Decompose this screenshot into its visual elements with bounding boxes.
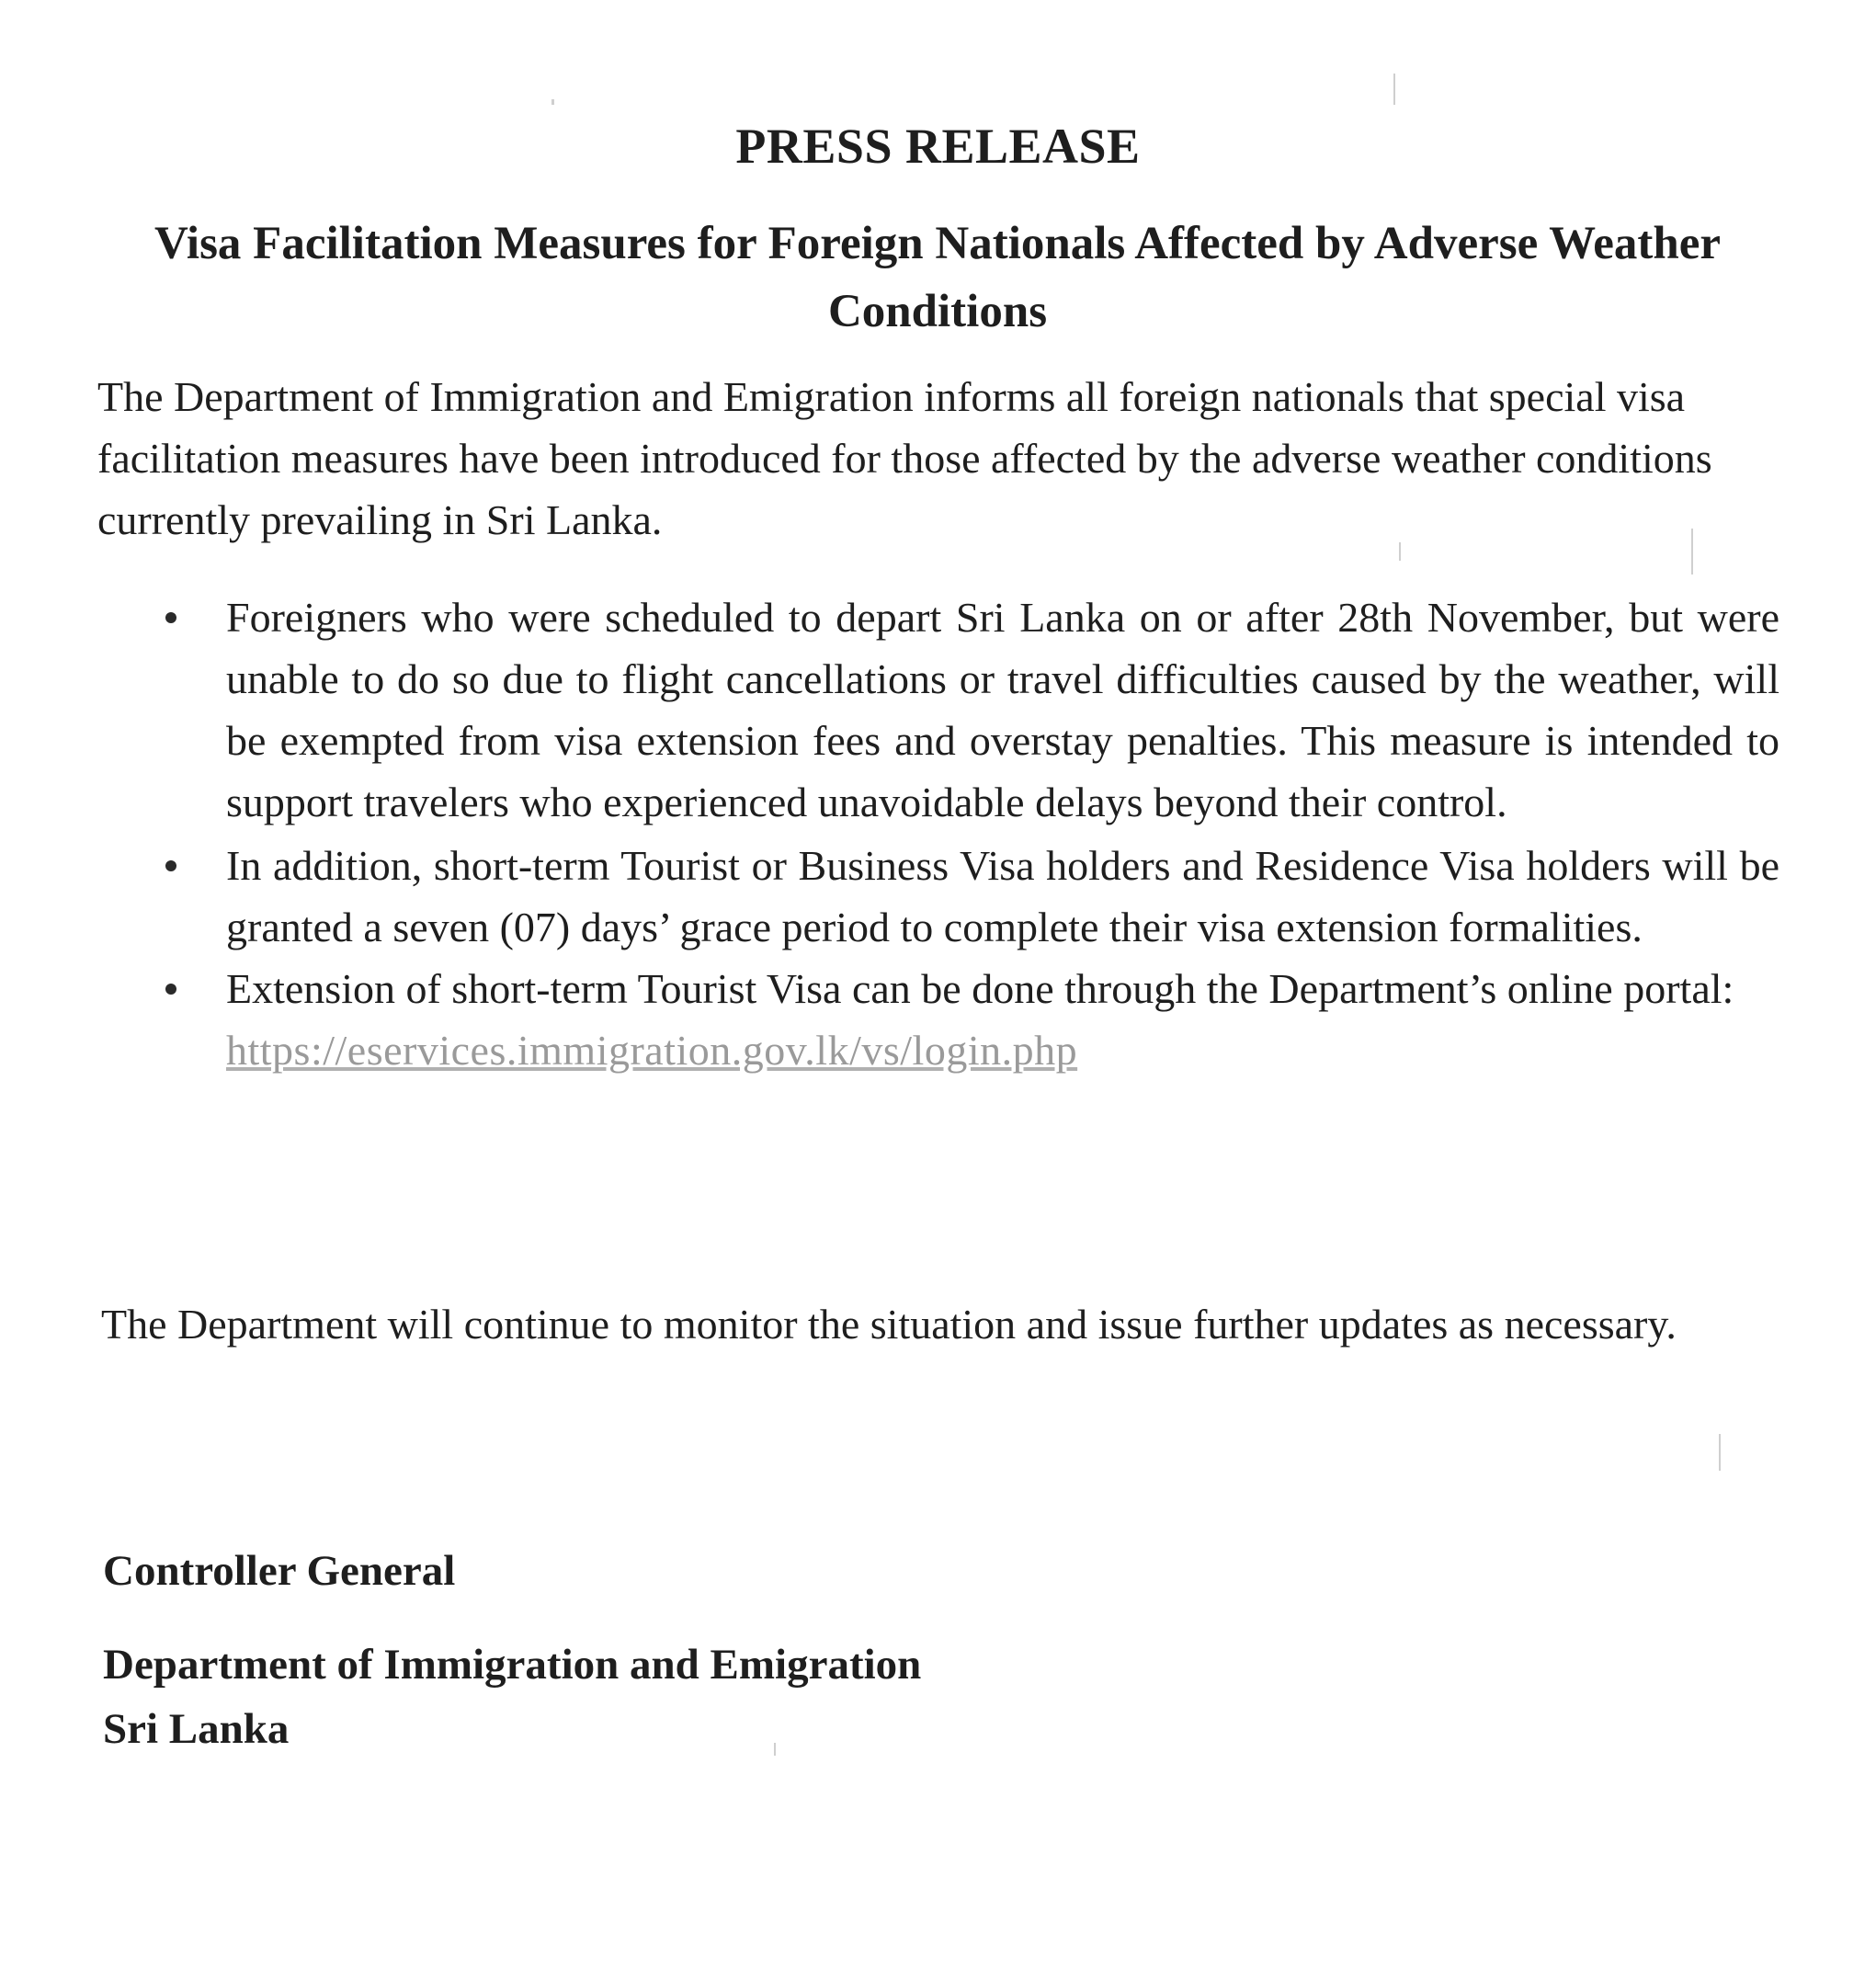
list-item — [226, 958, 1779, 1081]
signature-country: Sri Lanka — [103, 1705, 290, 1753]
portal-link[interactable]: https://eservices.immigration.gov.lk/vs/login.php — [226, 1027, 1078, 1074]
signature-title: Controller General — [103, 1547, 456, 1595]
scan-mark — [1399, 542, 1401, 561]
page-subtitle: Visa Facilitation Measures for Foreign Nationals Affected by Adverse Weather Conditions — [153, 218, 1722, 337]
scan-mark — [774, 1743, 776, 1756]
scan-mark — [1393, 74, 1395, 105]
bullet-text: Foreigners who were scheduled to depart Sri Lanka on or after 28th November, but were unable to do so due to flight cancellations or travel difficulties caused by the weather, will be exempted from visa extension fees and overstay penalties. This measure is intended to support travelers who experienced unavoidable delays beyond their control. — [226, 594, 1779, 825]
intro-paragraph: The Department of Immigration and Emigration informs all foreign nationals that special visa facilitation measures have been introduced for those affected by the adverse weather conditions currently prevailing in Sri Lanka. — [97, 373, 1712, 543]
bullet-text: Extension of short-term Tourist Visa can be done through the Department’s online portal: — [226, 965, 1734, 1012]
bullet-icon — [165, 860, 176, 871]
list-item — [226, 835, 1779, 958]
page-title: PRESS RELEASE — [735, 119, 1141, 174]
scan-mark — [1691, 529, 1693, 574]
bullet-text: In addition, short-term Tourist or Business Visa holders and Residence Visa holders will be granted a seven (07) days’ grace period to complete their visa extension formalities. — [226, 842, 1779, 950]
closing-paragraph: The Department will continue to monitor the situation and issue further updates as necessary. — [101, 1301, 1677, 1348]
list-item — [226, 586, 1779, 833]
signature-department: Department of Immigration and Emigration — [103, 1641, 922, 1689]
bullet-icon — [165, 984, 176, 995]
measures-list — [0, 586, 1876, 1081]
scan-mark — [1719, 1434, 1721, 1471]
scan-mark — [551, 99, 554, 105]
bullet-icon — [165, 612, 176, 623]
